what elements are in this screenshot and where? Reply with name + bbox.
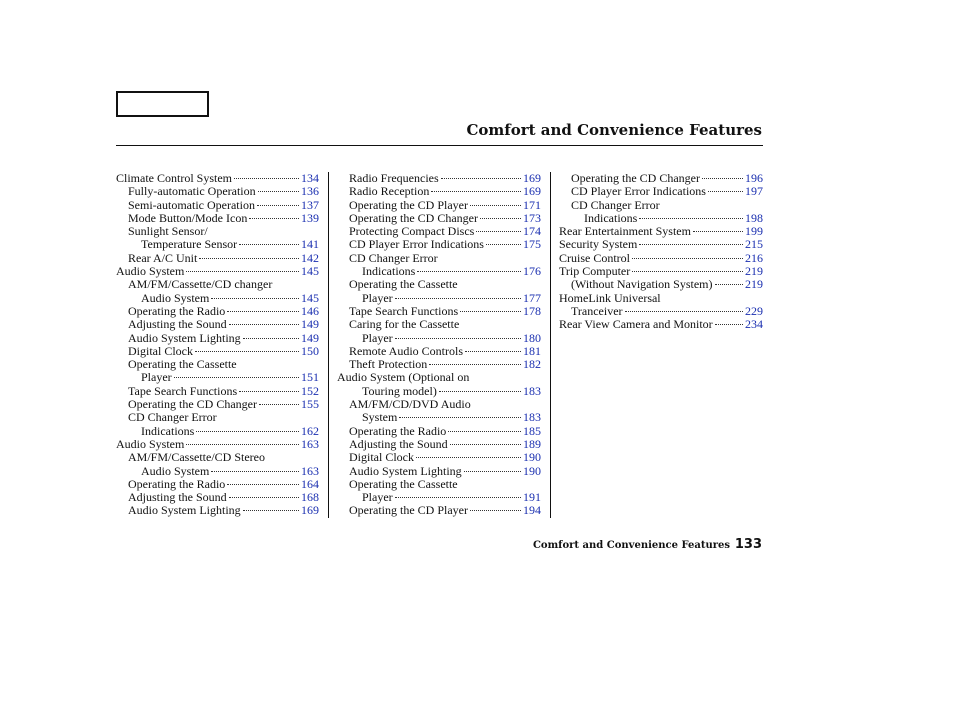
page-title: Comfort and Convenience Features xyxy=(466,121,762,139)
entry-page-link[interactable]: 139 xyxy=(301,211,319,225)
entry-page-link[interactable]: 219 xyxy=(745,278,763,292)
dot-leader xyxy=(639,244,743,245)
index-column-1 xyxy=(116,172,319,518)
entry-label: Operating the Radio xyxy=(128,477,226,491)
entry-page-link[interactable]: 169 xyxy=(301,504,319,518)
page-number: 133 xyxy=(734,537,762,552)
entry-page-link[interactable]: 171 xyxy=(523,198,541,212)
dot-leader xyxy=(186,444,299,445)
entry-label: Indications xyxy=(584,211,638,225)
entry-label: Protecting Compact Discs xyxy=(349,225,475,239)
index-entry[interactable] xyxy=(337,185,541,198)
dot-leader xyxy=(632,258,743,259)
dot-leader xyxy=(625,311,743,312)
dot-leader xyxy=(441,178,521,179)
index-entry xyxy=(116,358,319,371)
dot-leader xyxy=(395,497,521,498)
index-entry[interactable] xyxy=(116,199,319,212)
entry-label: Audio System xyxy=(141,464,210,478)
dot-leader xyxy=(395,298,521,299)
entry-page-link[interactable]: 149 xyxy=(301,318,319,332)
entry-page-link[interactable]: 234 xyxy=(745,318,763,332)
index-entry xyxy=(337,398,541,411)
entry-page-link[interactable]: 162 xyxy=(301,424,319,438)
index-entry[interactable] xyxy=(116,398,319,411)
index-entry[interactable] xyxy=(116,318,319,331)
entry-label: Temperature Sensor xyxy=(141,238,238,252)
index-entry[interactable] xyxy=(116,252,319,265)
entry-label: CD Changer Error xyxy=(128,411,217,425)
entry-label: Operating the CD Changer xyxy=(571,172,700,185)
entry-label: Player xyxy=(141,371,172,385)
entry-label: (Without Navigation System) xyxy=(571,278,713,292)
index-entry[interactable] xyxy=(116,265,319,278)
footer-section-title: Comfort and Convenience Features xyxy=(532,540,730,551)
entry-label: Tape Search Functions xyxy=(128,384,238,398)
entry-label: Trip Computer xyxy=(559,265,631,279)
index-entry[interactable] xyxy=(116,371,319,384)
dot-leader xyxy=(259,404,299,405)
dot-leader xyxy=(257,205,299,206)
entry-label: Indications xyxy=(362,265,416,279)
dot-leader xyxy=(229,497,299,498)
index-column-2 xyxy=(337,172,541,518)
entry-label: AM/FM/Cassette/CD Stereo xyxy=(128,451,265,465)
dot-leader xyxy=(702,178,743,179)
index-entry[interactable] xyxy=(559,172,763,185)
entry-page-link[interactable]: 174 xyxy=(523,225,541,239)
index-entry[interactable] xyxy=(337,199,541,212)
index-entry[interactable] xyxy=(116,465,319,478)
entry-page-link[interactable]: 182 xyxy=(523,358,541,372)
entry-page-link[interactable]: 190 xyxy=(523,451,541,465)
index-entry xyxy=(337,318,541,331)
index-entry[interactable] xyxy=(116,425,319,438)
entry-label: Operating the Radio xyxy=(349,424,447,438)
entry-page-link[interactable]: 163 xyxy=(301,437,319,451)
entry-page-link[interactable]: 145 xyxy=(301,265,319,279)
entry-label: Audio System (Optional on xyxy=(337,371,470,385)
entry-page-link[interactable]: 183 xyxy=(523,411,541,425)
dot-leader xyxy=(243,338,299,339)
entry-label: Tape Search Functions xyxy=(349,304,459,318)
entry-label: Audio System Lighting xyxy=(349,464,462,478)
dot-leader xyxy=(693,231,743,232)
entry-page-link[interactable]: 215 xyxy=(745,238,763,252)
dot-leader xyxy=(450,444,521,445)
entry-label: Radio Reception xyxy=(349,185,430,199)
index-entry xyxy=(116,225,319,238)
entry-page-link[interactable]: 191 xyxy=(523,491,541,505)
entry-page-link[interactable]: 194 xyxy=(523,504,541,518)
index-entry[interactable] xyxy=(337,292,541,305)
entry-page-link[interactable]: 137 xyxy=(301,198,319,212)
entry-label: Adjusting the Sound xyxy=(128,491,227,505)
entry-page-link[interactable]: 219 xyxy=(745,265,763,279)
dot-leader xyxy=(417,271,521,272)
dot-leader xyxy=(243,510,299,511)
entry-label: CD Changer Error xyxy=(349,251,438,265)
index-entry[interactable] xyxy=(116,238,319,251)
entry-page-link[interactable]: 185 xyxy=(523,424,541,438)
entry-page-link[interactable]: 142 xyxy=(301,251,319,265)
dot-leader xyxy=(258,191,299,192)
dot-leader xyxy=(211,471,299,472)
entry-label: Mode Button/Mode Icon xyxy=(128,211,248,225)
index-entry[interactable] xyxy=(116,504,319,517)
dot-leader xyxy=(639,218,743,219)
dot-leader xyxy=(465,351,521,352)
index-entry[interactable] xyxy=(116,172,319,185)
entry-label: Audio System Lighting xyxy=(128,331,241,345)
dot-leader xyxy=(239,244,299,245)
entry-label: Adjusting the Sound xyxy=(349,437,448,451)
index-entry[interactable] xyxy=(337,491,541,504)
index-entry[interactable] xyxy=(116,345,319,358)
entry-page-link[interactable]: 149 xyxy=(301,331,319,345)
index-entry xyxy=(116,451,319,464)
entry-label: Digital Clock xyxy=(128,344,193,358)
index-entry[interactable] xyxy=(337,504,541,517)
column-divider-1 xyxy=(328,172,329,518)
entry-page-link[interactable]: 152 xyxy=(301,384,319,398)
dot-leader xyxy=(486,244,521,245)
index-entry[interactable] xyxy=(337,385,541,398)
entry-label: Player xyxy=(362,291,393,305)
entry-page-link[interactable]: 216 xyxy=(745,251,763,265)
dot-leader xyxy=(399,417,521,418)
index-entry[interactable] xyxy=(116,185,319,198)
index-entry[interactable] xyxy=(337,265,541,278)
index-entry[interactable] xyxy=(559,238,763,251)
index-entry xyxy=(337,478,541,491)
entry-page-link[interactable]: 176 xyxy=(523,265,541,279)
index-entry[interactable] xyxy=(116,292,319,305)
entry-page-link[interactable]: 198 xyxy=(745,211,763,225)
index-entry xyxy=(559,292,763,305)
entry-label: Caring for the Cassette xyxy=(349,318,460,332)
entry-label: Audio System xyxy=(116,265,185,279)
dot-leader xyxy=(448,431,521,432)
entry-page-link[interactable]: 163 xyxy=(301,464,319,478)
entry-page-link[interactable]: 155 xyxy=(301,398,319,412)
entry-label: Fully-automatic Operation xyxy=(128,185,256,199)
index-entry[interactable] xyxy=(337,172,541,185)
entry-page-link[interactable]: 145 xyxy=(301,291,319,305)
index-entry[interactable] xyxy=(337,451,541,464)
dot-leader xyxy=(429,364,521,365)
entry-label: Rear Entertainment System xyxy=(559,225,691,239)
dot-leader xyxy=(464,471,521,472)
entry-label: Theft Protection xyxy=(349,358,428,372)
entry-page-link[interactable]: 141 xyxy=(301,238,319,252)
entry-label: Security System xyxy=(559,238,638,252)
index-entry[interactable] xyxy=(559,252,763,265)
dot-leader xyxy=(470,205,521,206)
entry-page-link[interactable]: 151 xyxy=(301,371,319,385)
dot-leader xyxy=(460,311,521,312)
entry-label: Operating the Radio xyxy=(128,304,226,318)
index-entry[interactable] xyxy=(337,212,541,225)
entry-label: Operating the Cassette xyxy=(128,358,237,372)
dot-leader xyxy=(470,510,521,511)
entry-label: Audio System xyxy=(116,437,185,451)
index-entry[interactable] xyxy=(116,438,319,451)
index-entry xyxy=(116,411,319,424)
dot-leader xyxy=(715,324,743,325)
index-entry[interactable] xyxy=(337,332,541,345)
index-entry[interactable] xyxy=(116,305,319,318)
dot-leader xyxy=(416,457,521,458)
dot-leader xyxy=(234,178,299,179)
entry-label: Digital Clock xyxy=(349,451,414,465)
index-entry[interactable] xyxy=(559,305,763,318)
entry-label: Audio System Lighting xyxy=(128,504,241,518)
entry-page-link[interactable]: 178 xyxy=(523,304,541,318)
dot-leader xyxy=(239,391,299,392)
index-entry xyxy=(337,252,541,265)
dot-leader xyxy=(227,311,299,312)
dot-leader xyxy=(439,391,521,392)
entry-page-link[interactable]: 150 xyxy=(301,344,319,358)
entry-page-link[interactable]: 189 xyxy=(523,437,541,451)
index-entry[interactable] xyxy=(559,225,763,238)
entry-label: HomeLink Universal xyxy=(559,291,661,305)
dot-leader xyxy=(199,258,299,259)
index-entry[interactable] xyxy=(337,438,541,451)
entry-page-link[interactable]: 164 xyxy=(301,477,319,491)
entry-label: Adjusting the Sound xyxy=(128,318,227,332)
entry-label: Player xyxy=(362,491,393,505)
entry-page-link[interactable]: 134 xyxy=(301,172,319,185)
index-entry[interactable] xyxy=(337,305,541,318)
entry-label: Operating the CD Changer xyxy=(128,398,257,412)
entry-label: Rear View Camera and Monitor xyxy=(559,318,713,332)
entry-page-link[interactable]: 180 xyxy=(523,331,541,345)
dot-leader xyxy=(186,271,299,272)
dot-leader xyxy=(708,191,743,192)
dot-leader xyxy=(395,338,521,339)
dot-leader xyxy=(476,231,521,232)
entry-page-link[interactable]: 199 xyxy=(745,225,763,239)
entry-page-link[interactable]: 197 xyxy=(745,185,763,199)
entry-label: Tranceiver xyxy=(571,304,623,318)
index-entry[interactable] xyxy=(337,225,541,238)
index-entry[interactable] xyxy=(559,265,763,278)
index-entry[interactable] xyxy=(559,212,763,225)
entry-page-link[interactable]: 173 xyxy=(523,211,541,225)
dot-leader xyxy=(431,191,521,192)
section-tab-box xyxy=(116,91,209,117)
index-entry[interactable] xyxy=(337,358,541,371)
entry-label: Player xyxy=(362,331,393,345)
entry-page-link[interactable]: 146 xyxy=(301,304,319,318)
entry-page-link[interactable]: 183 xyxy=(523,384,541,398)
index-entry xyxy=(116,278,319,291)
entry-label: AM/FM/CD/DVD Audio xyxy=(349,398,471,412)
index-entry[interactable] xyxy=(116,332,319,345)
index-entry[interactable] xyxy=(116,212,319,225)
entry-page-link[interactable]: 136 xyxy=(301,185,319,199)
index-entry xyxy=(337,371,541,384)
entry-label: Radio Frequencies xyxy=(349,172,439,185)
entry-label: Operating the Cassette xyxy=(349,477,458,491)
index-entry[interactable] xyxy=(559,318,763,331)
entry-label: Operating the CD Player xyxy=(349,198,468,212)
index-entry[interactable] xyxy=(337,238,541,251)
index-entry[interactable] xyxy=(337,411,541,424)
entry-label: Touring model) xyxy=(362,384,437,398)
dot-leader xyxy=(227,484,299,485)
entry-label: Operating the Cassette xyxy=(349,278,458,292)
index-entry[interactable] xyxy=(559,278,763,291)
dot-leader xyxy=(249,218,299,219)
index-entry[interactable] xyxy=(559,185,763,198)
dot-leader xyxy=(632,271,743,272)
entry-page-link[interactable]: 175 xyxy=(523,238,541,252)
column-divider-2 xyxy=(550,172,551,518)
entry-label: Operating the CD Player xyxy=(349,504,468,518)
index-entry xyxy=(337,278,541,291)
entry-page-link[interactable]: 190 xyxy=(523,464,541,478)
entry-page-link[interactable]: 229 xyxy=(745,304,763,318)
index-entry[interactable] xyxy=(116,491,319,504)
dot-leader xyxy=(715,284,744,285)
dot-leader xyxy=(174,377,299,378)
title-rule xyxy=(116,145,763,146)
index-column-3 xyxy=(559,172,763,332)
entry-page-link[interactable]: 169 xyxy=(523,185,541,199)
entry-label: AM/FM/Cassette/CD changer xyxy=(128,278,273,292)
entry-label: Semi-automatic Operation xyxy=(128,198,255,212)
dot-leader xyxy=(480,218,521,219)
entry-label: System xyxy=(362,411,398,425)
index-entry[interactable] xyxy=(116,385,319,398)
dot-leader xyxy=(229,324,299,325)
entry-label: Rear A/C Unit xyxy=(128,251,198,265)
entry-label: Climate Control System xyxy=(116,172,232,185)
index-entry[interactable] xyxy=(337,465,541,478)
entry-label: Operating the CD Changer xyxy=(349,211,478,225)
entry-label: CD Player Error Indications xyxy=(571,185,706,199)
entry-page-link[interactable]: 181 xyxy=(523,344,541,358)
entry-label: CD Changer Error xyxy=(571,198,660,212)
entry-label: Indications xyxy=(141,424,195,438)
entry-label: Remote Audio Controls xyxy=(349,344,463,358)
entry-page-link[interactable]: 169 xyxy=(523,172,541,185)
index-entry xyxy=(559,199,763,212)
dot-leader xyxy=(196,431,299,432)
entry-page-link[interactable]: 168 xyxy=(301,491,319,505)
entry-label: Cruise Control xyxy=(559,251,630,265)
entry-page-link[interactable]: 177 xyxy=(523,291,541,305)
dot-leader xyxy=(211,298,299,299)
entry-label: CD Player Error Indications xyxy=(349,238,484,252)
index-entry[interactable] xyxy=(337,425,541,438)
entry-page-link[interactable]: 196 xyxy=(745,172,763,185)
entry-label: Sunlight Sensor/ xyxy=(128,225,208,239)
dot-leader xyxy=(195,351,299,352)
index-entry[interactable] xyxy=(337,345,541,358)
entry-label: Audio System xyxy=(141,291,210,305)
index-entry[interactable] xyxy=(116,478,319,491)
